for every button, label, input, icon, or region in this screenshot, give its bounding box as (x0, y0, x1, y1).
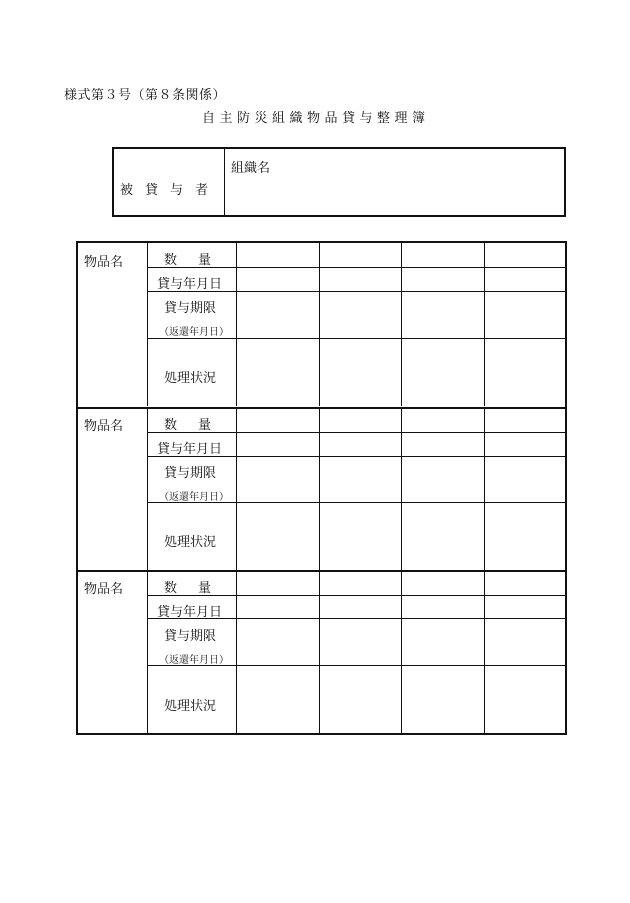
item-block (78, 570, 565, 735)
quantity-label: 数量 (164, 253, 233, 268)
document-title: 自主防災組織物品貸与整理簿 (202, 111, 430, 126)
form-number: 様式第３号（第８条関係） (64, 88, 227, 103)
item-block (78, 407, 565, 572)
item-name-label: 物品名 (84, 419, 124, 434)
status-label: 処理状況 (164, 699, 217, 714)
organization-name-label: 組織名 (231, 161, 271, 176)
borrower-label-cell (114, 149, 225, 215)
borrower-box (112, 147, 566, 217)
status-label: 処理状況 (164, 371, 217, 386)
loan-date-label: 貸与年月日 (157, 277, 223, 292)
quantity-label: 数量 (164, 418, 233, 433)
return-date-label: （返還年月日） (159, 492, 229, 503)
item-name-label: 物品名 (84, 255, 124, 270)
loan-deadline-label: 貸与期限 (164, 466, 217, 481)
item-name-label: 物品名 (84, 582, 124, 597)
borrower-label: 被貸与者 (120, 183, 221, 198)
loan-deadline-label: 貸与期限 (164, 301, 217, 316)
return-date-label: （返還年月日） (159, 327, 229, 338)
return-date-label: （返還年月日） (159, 655, 229, 666)
loan-date-label: 貸与年月日 (157, 442, 223, 457)
loan-deadline-label: 貸与期限 (164, 629, 217, 644)
items-table (76, 241, 567, 735)
quantity-label: 数量 (164, 581, 233, 596)
status-label: 処理状況 (164, 535, 217, 550)
item-block (78, 243, 565, 406)
loan-date-label: 貸与年月日 (157, 605, 223, 620)
